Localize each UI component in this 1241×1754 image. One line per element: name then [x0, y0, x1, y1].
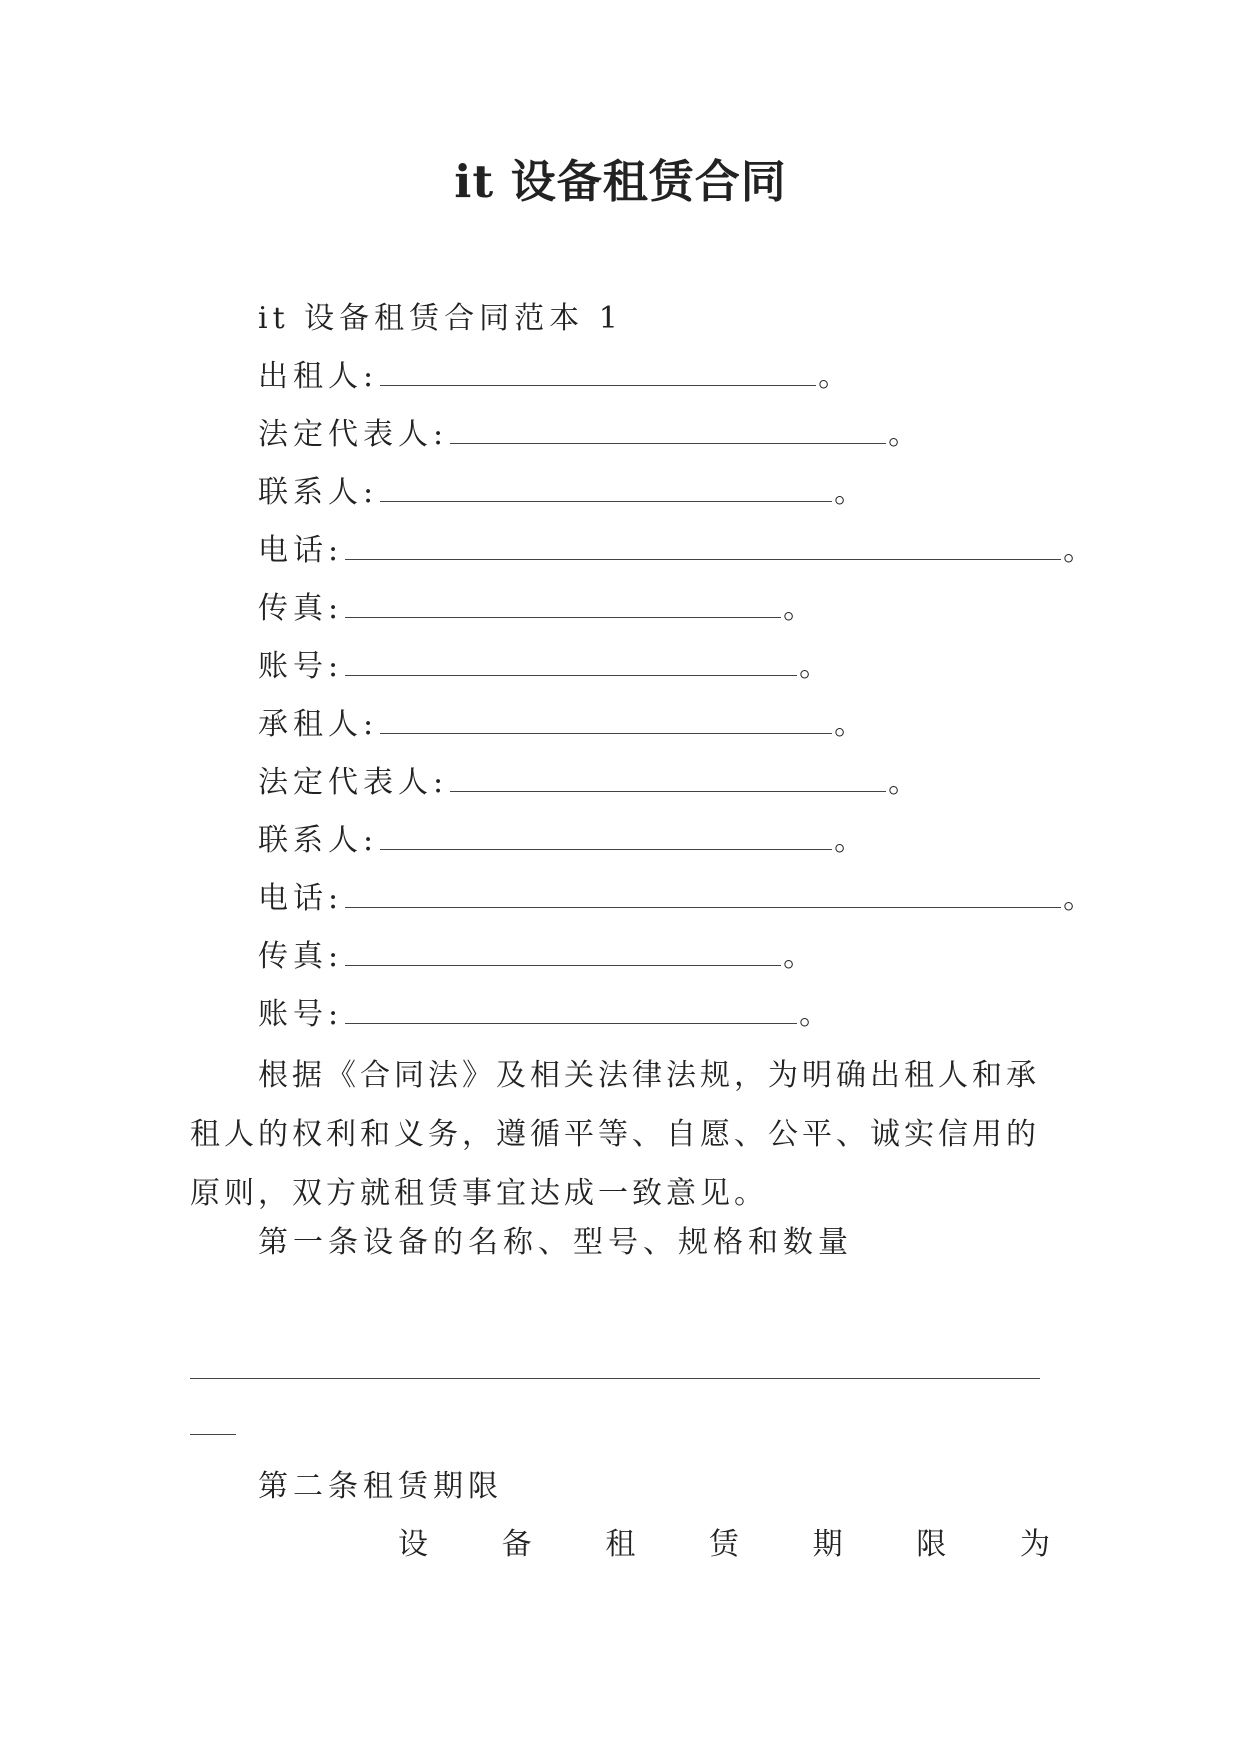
- field-label: 出租人:: [258, 359, 379, 394]
- field-label: 联系人:: [258, 823, 379, 858]
- template-heading: it 设备租赁合同范本 1: [258, 301, 623, 336]
- field-lessor-contact: [258, 472, 869, 514]
- field-end: 。: [834, 707, 870, 742]
- field-lessor-fax: [258, 588, 818, 630]
- field-end: 。: [818, 359, 854, 394]
- blank-line: [380, 357, 816, 386]
- field-end: 。: [888, 765, 924, 800]
- blank-line: [345, 647, 797, 676]
- blank-line: [345, 531, 1061, 560]
- field-label: 账号:: [258, 649, 344, 684]
- field-lessee-legal-rep: [258, 762, 923, 804]
- field-end: 。: [783, 939, 819, 974]
- field-lessor-legal-rep: [258, 414, 923, 456]
- field-label: 承租人:: [258, 707, 379, 742]
- field-lessor-account: [258, 646, 834, 688]
- spread-char: 期: [812, 1527, 843, 1562]
- preamble-paragraph: 根据《合同法》及相关法律法规，为明确出租人和承租人的权利和义务，遵循平等、自愿、公平、诚实信用的原则，双方就租赁事宜达成一致意见。: [190, 1058, 1040, 1211]
- spread-char: 限: [916, 1527, 947, 1562]
- blank-line: [345, 995, 797, 1024]
- field-lessee-account: [258, 994, 834, 1036]
- field-lessor: [258, 356, 853, 398]
- article-2-heading: 第二条租赁期限: [258, 1469, 503, 1504]
- blank-line: [450, 415, 886, 444]
- field-end: 。: [799, 649, 835, 684]
- field-end: 。: [834, 823, 870, 858]
- field-lessee-contact: [258, 820, 869, 862]
- spread-char: 赁: [708, 1527, 739, 1562]
- blank-line: [450, 763, 886, 792]
- blank-line: [380, 705, 832, 734]
- spread-char: 设: [398, 1527, 428, 1562]
- document-title: it 设备租赁合同: [454, 155, 787, 208]
- field-end: 。: [834, 475, 870, 510]
- lease-term-line: [398, 1524, 1050, 1566]
- field-label: 电话:: [258, 881, 344, 916]
- field-label: 账号:: [258, 997, 344, 1032]
- field-end: 。: [888, 417, 924, 452]
- blank-line: [380, 821, 832, 850]
- blank-line: [380, 473, 832, 502]
- field-label: 法定代表人:: [258, 765, 449, 800]
- field-lessee-phone: [258, 878, 1098, 920]
- spread-char: 备: [501, 1527, 532, 1562]
- blank-line-short: [190, 1434, 236, 1435]
- field-end: 。: [1063, 533, 1099, 568]
- blank-line: [345, 589, 781, 618]
- field-label: 法定代表人:: [258, 417, 449, 452]
- spread-char: 租: [605, 1527, 636, 1562]
- field-lessee-fax: [258, 936, 818, 978]
- field-end: 。: [1063, 881, 1099, 916]
- field-end: 。: [783, 591, 819, 626]
- article-1-heading: 第一条设备的名称、型号、规格和数量: [258, 1225, 853, 1260]
- field-label: 传真:: [258, 939, 344, 974]
- spread-char: 为: [1019, 1527, 1050, 1562]
- field-end: 。: [799, 997, 835, 1032]
- blank-line: [345, 937, 781, 966]
- field-label: 联系人:: [258, 475, 379, 510]
- field-label: 电话:: [258, 533, 344, 568]
- field-label: 传真:: [258, 591, 344, 626]
- blank-line-long: [190, 1378, 1040, 1379]
- blank-line: [345, 879, 1061, 908]
- field-lessor-phone: [258, 530, 1098, 572]
- field-lessee: [258, 704, 869, 746]
